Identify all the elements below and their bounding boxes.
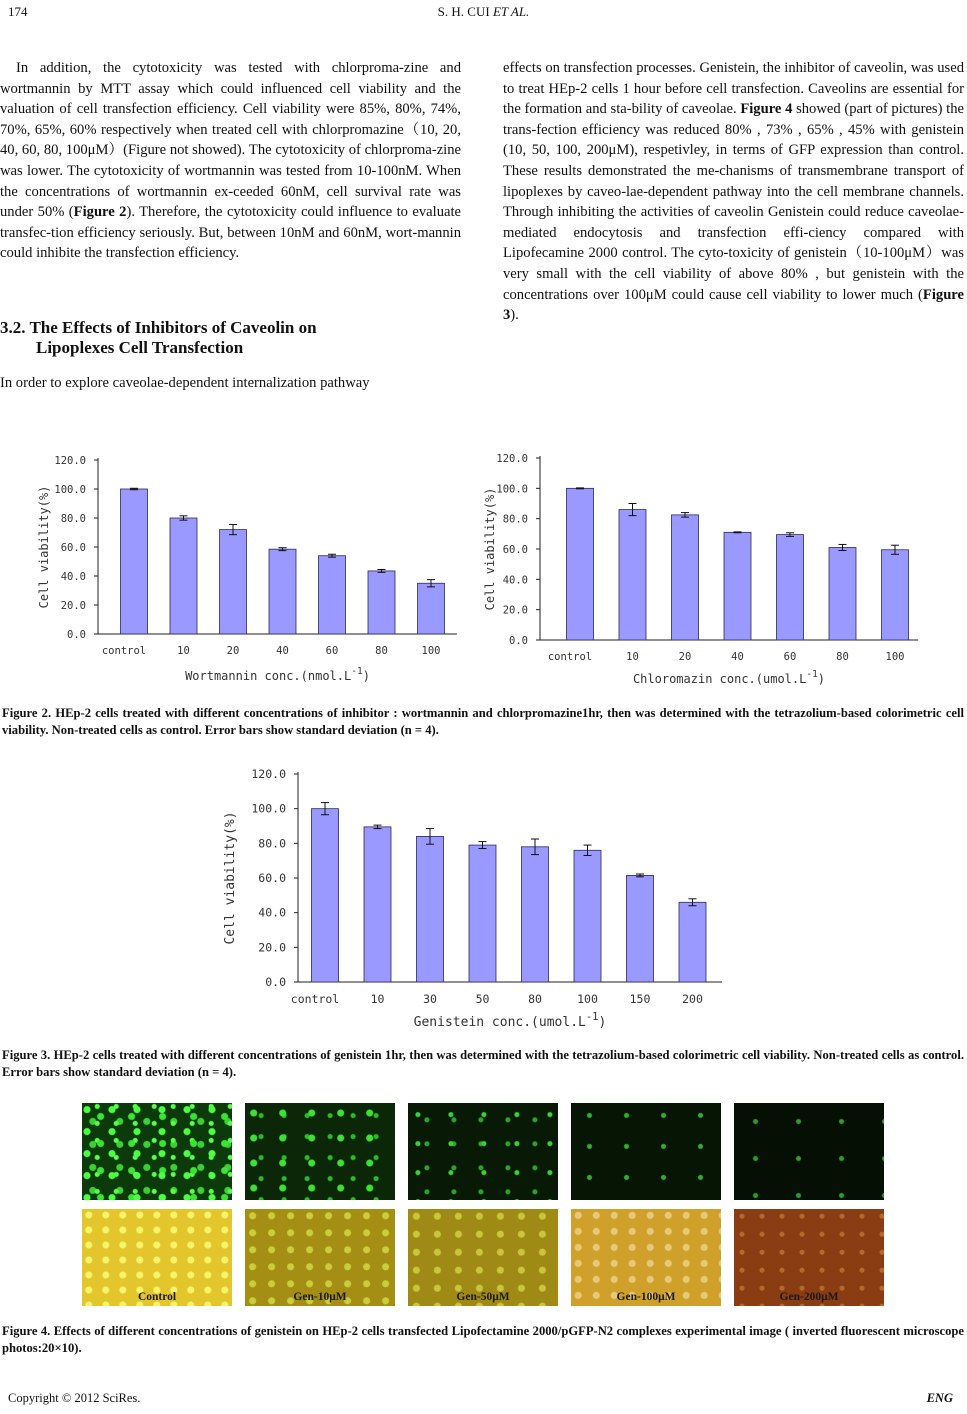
brightfield-photo-gen-100 <box>571 1209 721 1306</box>
bar <box>319 556 346 634</box>
x-tick-label: 60 <box>783 651 797 663</box>
y-tick-label: 0.0 <box>265 975 286 989</box>
figure-3-reference-b: 3 <box>503 307 511 324</box>
y-tick-label: 80.0 <box>60 513 86 525</box>
bar <box>364 827 391 982</box>
genistein-viability-chart <box>212 762 742 1038</box>
bar <box>724 532 751 640</box>
y-axis-label: Cell viability(%) <box>483 487 497 611</box>
figure-3-reference-a: Figure <box>922 286 964 303</box>
left-column <box>0 58 461 264</box>
gfp-fluorescence-photo-gen-50 <box>408 1103 558 1200</box>
running-header-authors: S. H. CUI <box>437 4 490 19</box>
x-tick-label: 80 <box>836 651 849 663</box>
bar <box>220 530 247 634</box>
x-tick-label: 20 <box>678 651 692 663</box>
x-tick-label: 30 <box>423 992 437 1006</box>
y-tick-label: 40.0 <box>60 571 86 583</box>
wortmannin-viability-chart <box>30 448 470 694</box>
bar <box>121 489 148 634</box>
photo-label-gen-50: Gen-50μM <box>456 1291 510 1303</box>
x-tick-label: 100 <box>421 645 441 657</box>
paragraph <box>0 58 461 264</box>
x-tick-label: 200 <box>682 992 703 1006</box>
bar <box>567 488 594 640</box>
photo-label-control: Control <box>137 1291 177 1303</box>
y-tick-label: 120.0 <box>496 453 528 465</box>
bar <box>574 850 601 982</box>
paragraph1-start: In addition, the cytotoxicity was tested with chlorproma-zine and wortmannin by MTT assay which could influenced cell viability and the valuation of cell transfection efficiency. Cell viability were 85%, 80%, 74%, 70%, 65%, 60% respectively when treated cell with chlorpromazine（10, 20, 40, 60, 80, 100μM）(Figure not showed). The cytotoxicity of chlorproma-zine was lower. The cytotoxicity of wortmannin was tested from 10-100nM. When the concentrations of wortmannin ex-ceeded 60nM, cell survival rate was under 50% ( <box>0 60 461 221</box>
figure-4-reference: Figure 4 <box>740 101 793 118</box>
gfp-fluorescence-photo-gen-10 <box>245 1103 395 1200</box>
x-tick-label: 60 <box>325 645 339 657</box>
y-tick-label: 20.0 <box>258 940 286 955</box>
figure-2-reference: Figure 2 <box>73 204 127 221</box>
x-axis-label: Wortmannin $conc.(nmol.L^{-1})$ <box>185 666 370 683</box>
journal-abbreviation: ENG <box>926 1391 953 1405</box>
bar <box>312 809 339 982</box>
bar <box>418 583 445 634</box>
section-heading <box>0 318 461 358</box>
photo-label-gen-10: Gen-10μM <box>293 1291 347 1303</box>
y-tick-label: 60.0 <box>258 871 286 885</box>
bar <box>170 518 197 634</box>
bar <box>679 902 706 982</box>
y-tick-label: 20.0 <box>60 600 86 612</box>
brightfield-photo-gen-50 <box>408 1209 558 1306</box>
right-text-start: effects on transfection processes. Genistein, the inhibitor of caveolin, was used to treat HEp-2 cells 1 hour before cell transfection. Caveolins are essential for the formation and sta-bility of caveolae. <box>503 60 964 118</box>
y-tick-label: 120.0 <box>54 455 86 467</box>
page-number: 174 <box>8 4 28 19</box>
y-tick-label: 60.0 <box>502 544 528 556</box>
y-tick-label: 100.0 <box>496 483 528 496</box>
section-heading-line2: Lipoplexes Cell Transfection <box>36 338 244 357</box>
y-axis-label: Cell viability(%) <box>223 811 238 945</box>
paragraph1-end: ). Therefore, the cytotoxicity could influence to evaluate transfec-tion efficiency seriously. But, between 10nM and 60nM, wort-mannin could inhibite the transfection efficiency. <box>0 204 461 262</box>
gfp-fluorescence-photo-control <box>82 1103 232 1200</box>
x-tick-label: 100 <box>885 651 905 663</box>
x-tick-label: 80 <box>528 992 542 1006</box>
left-paragraph-2 <box>0 373 461 394</box>
x-tick-label: control <box>101 645 147 657</box>
y-tick-label: 40.0 <box>502 574 528 587</box>
y-tick-label: 80.0 <box>502 513 528 526</box>
bar <box>777 535 804 640</box>
running-header <box>0 4 967 20</box>
x-tick-label: 40 <box>276 645 289 657</box>
bar <box>829 547 856 640</box>
bar <box>469 845 496 982</box>
y-tick-label: 80.0 <box>258 836 286 851</box>
x-tick-label: control <box>547 651 593 663</box>
figure-4-caption: Figure 4. Effects of different concentrations of genistein on HEp-2 cells transfected Lipofectamine 2000/pGFP-N2 complexes experimental image ( inverted fluorescent microscope photos:20×10). <box>2 1324 964 1355</box>
y-tick-label: 60.0 <box>60 542 86 554</box>
x-tick-label: 10 <box>626 651 639 663</box>
y-tick-label: 100.0 <box>251 801 286 816</box>
x-tick-label: 40 <box>731 651 744 663</box>
x-tick-label: 50 <box>475 992 490 1006</box>
x-axis-label: Genistein $conc.(umol.L^{-1})$ <box>413 1011 607 1030</box>
running-header-et-al: ET AL. <box>492 4 530 19</box>
y-tick-label: 120.0 <box>251 767 286 781</box>
photo-label-gen-100: Gen-100μM <box>616 1291 676 1303</box>
x-tick-label: 150 <box>629 992 651 1006</box>
y-tick-label: 40.0 <box>258 905 286 920</box>
photo-label-gen-200: Gen-200μM <box>779 1291 839 1303</box>
bar <box>368 571 395 634</box>
brightfield-photo-control <box>82 1209 232 1306</box>
figure-2-caption: Figure 2. HEp-2 cells treated with different concentrations of inhibitor : wortmannin and chlorpromazine1hr, then was determined with the tetrazolium-based colorimetric cell viability. Non-treated cells as control. Error bars show standard deviation (n = 4). <box>2 706 964 737</box>
bar <box>417 836 444 982</box>
y-tick-label: 100.0 <box>54 484 86 496</box>
section-heading-line1: 3.2. The Effects of Inhibitors of Caveolin on <box>0 318 317 337</box>
bar <box>522 847 549 982</box>
x-tick-label: 100 <box>577 992 598 1006</box>
right-text-end: ). <box>510 307 519 324</box>
y-tick-label: 0.0 <box>67 629 86 641</box>
bar <box>882 550 909 640</box>
chlorpromazine-viability-chart <box>478 448 928 694</box>
x-axis-label: Chloromazin $conc.(umol.L^{-1})$ <box>632 669 826 686</box>
bar <box>619 510 646 640</box>
figure-4-photo-grid <box>82 1103 884 1306</box>
y-tick-label: 0.0 <box>509 635 528 647</box>
x-tick-label: 80 <box>375 645 388 657</box>
x-tick-label: 20 <box>226 645 240 657</box>
bar <box>269 549 296 634</box>
brightfield-photo-gen-200 <box>734 1209 884 1306</box>
y-axis-label: Cell viability(%) <box>37 485 51 609</box>
copyright-notice: Copyright © 2012 SciRes. <box>8 1391 141 1405</box>
bar <box>672 515 699 640</box>
right-column <box>503 58 964 326</box>
y-tick-label: 20.0 <box>502 604 528 617</box>
x-tick-label: control <box>290 992 340 1006</box>
brightfield-photo-gen-10 <box>245 1209 395 1306</box>
gfp-fluorescence-photo-gen-100 <box>571 1103 721 1200</box>
paragraph <box>503 58 964 326</box>
x-tick-label: 10 <box>177 645 190 657</box>
bar <box>627 875 654 982</box>
gfp-fluorescence-photo-gen-200 <box>734 1103 884 1200</box>
right-text-mid: showed (part of pictures) the trans-fection efficiency was reduced 80% , 73% , 65% , 45% with genistein (10, 50, 100, 200μM), respetivley, in terms of GFP expression than control. These results demonstrated the me-chanisms of transmembrane transport of lipoplexes by caveo-lae-dependent pathway into the cell membrane channels. Through inhibiting the activities of caveolin Genistein could reduce caveolae-mediated endocytosis and transfection effi-ciency compared with Lipofecamine 2000 control. The cyto-toxicity of genistein（10-100μM）was very small with the cell viability of above 80% , but genistein with the concentrations over 100μM could cause cell viability to lower much ( <box>503 101 964 303</box>
figure-3-caption: Figure 3. HEp-2 cells treated with different concentrations of genistein 1hr, then was determined with the tetrazolium-based colorimetric cell viability. Non-treated cells as control. Error bars show standard deviation (n = 4). <box>2 1048 964 1079</box>
paragraph2: In order to explore caveolae-dependent internalization pathway <box>0 375 370 391</box>
x-tick-label: 10 <box>370 992 385 1006</box>
